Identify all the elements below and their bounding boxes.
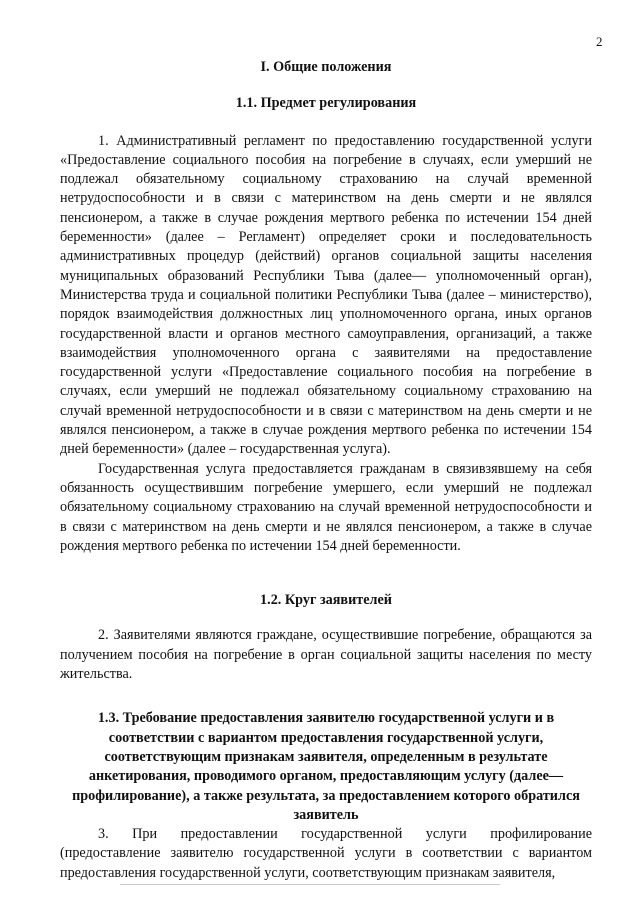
section-title-general: I. Общие положения xyxy=(260,59,392,75)
paragraph-applicants-1: 2. Заявителями являются граждане, осуществившие погребение, обращаются за получением пособия на погребение в орган социальной защиты населения по месту жительства. xyxy=(60,627,592,683)
subsection-title-requirement: 1.3. Требование предоставления заявителю государственной услуги и в соответствии с вариантом предоставления государственной услуги, соответствующим признакам заявителя, определенным в результате анкетирования, проводимого органом, предоставляющим услугу (далее— профилирование), а также результата, за предоставлением которого обратился заявитель xyxy=(72,710,580,823)
paragraph-subject-2: Государственная услуга предоставляется гражданам в связивзявшему на себя обязанность осуществившим погребение умершего, если умерший не подлежал обязательному социальному страхованию на случай временной нетрудоспособности и в связи с материнством на день смерти и не являлся пенсионером, а также в случае рождения мертвого ребенка по истечении 154 дней беременности. xyxy=(60,460,592,554)
document-body xyxy=(60,58,592,883)
page-number: 2 xyxy=(596,34,603,49)
paragraph-subject-1: 1. Административный регламент по предоставлению государственной услуги «Предоставление социального пособия на погребение в случаях, если умерший не подлежал обязательному социальному страхованию на случай временной нетрудоспособности и в связи с материнством на день смерти и не являлся пенсионером, а также в случае рождения мертвого ребенка по истечении 154 дней беременности» (далее – Регламент) определяет сроки и последовательность административных процедур (действий) органов социальной защиты населения муниципальных образований Республики Тыва (далее— уполномоченный орган), Министерства труда и социальной политики Республики Тыва (далее – министерство), порядок взаимодействия должностных лиц уполномоченного органа, иных органов государственной власти и органов местного самоуправления, организаций, а также взаимодействия уполномоченного органа с заявителями на предоставление государственной услуги «Предоставление социального пособия на погребение в случаях, если умерший не подлежал обязательному социальному страхованию на случай временной нетрудоспособности и в связи с материнством на день смерти и не являлся пенсионером, а также в случае рождения мертвого ребенка по истечении 154 дней беременности» (далее – государственная услуга). xyxy=(60,132,592,458)
scan-edge-line xyxy=(120,884,500,885)
paragraph-requirement-1: 3. При предоставлении государственной услуги профилирование (предоставление заявителю государственной услуги в соответствии с вариантом предоставления государственной услуги, соответствующим признакам заявителя, xyxy=(60,826,592,881)
subsection-title-subject: 1.1. Предмет регулирования xyxy=(235,95,417,112)
subsection-title-applicants: 1.2. Круг заявителей xyxy=(260,592,392,609)
